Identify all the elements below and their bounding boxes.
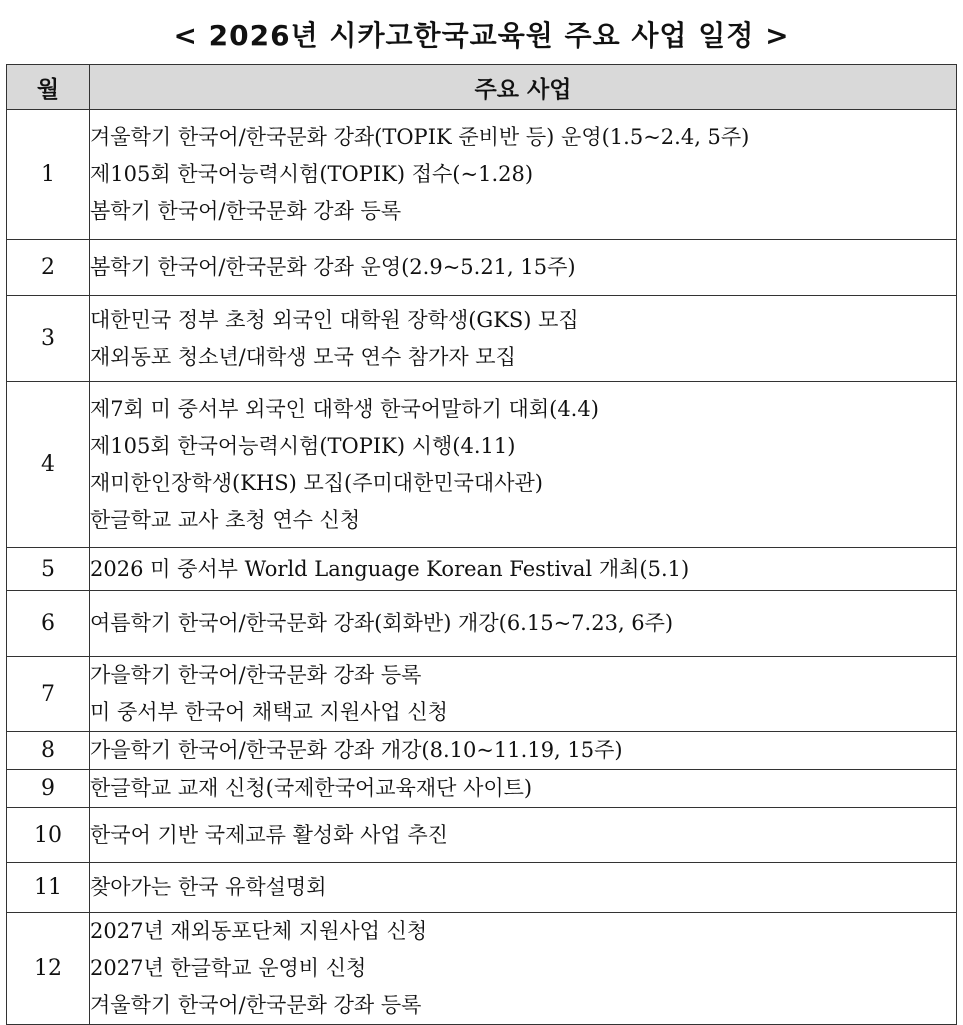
item-line: 여름학기 한국어/한국문화 강좌(회화반) 개강(6.15~7.23, 6주) [90, 611, 674, 635]
items-cell [90, 548, 957, 591]
item-line: 대한민국 정부 초청 외국인 대학원 장학생(GKS) 모집 [90, 307, 579, 332]
item-line: 겨울학기 한국어/한국문화 강좌(TOPIK 준비반 등) 운영(1.5~2.4, 5주) [90, 125, 750, 149]
table-header-row [7, 65, 957, 110]
item-line: 2026 미 중서부 World Language Korean Festival 개최(5.1) [90, 556, 690, 581]
table-row [7, 732, 957, 770]
month-cell: 1 [7, 110, 90, 240]
item-line: 2027년 한글학교 운영비 신청 [90, 956, 367, 980]
table-row [7, 913, 957, 1025]
items-cell [90, 296, 957, 382]
table-row [7, 296, 957, 382]
items-cell [90, 382, 957, 548]
page-title: < 2026년 시카고한국교육원 주요 사업 일정 > [173, 19, 790, 52]
table-row [7, 770, 957, 808]
table-row [7, 863, 957, 913]
item-line: 겨울학기 한국어/한국문화 강좌 등록 [90, 993, 422, 1017]
month-cell: 10 [7, 808, 90, 863]
items-cell [90, 808, 957, 863]
header-month: 월 [7, 65, 90, 110]
month-cell: 4 [7, 382, 90, 548]
month-cell: 7 [7, 657, 90, 732]
month-cell: 3 [7, 296, 90, 382]
table-row [7, 548, 957, 591]
table-row [7, 240, 957, 296]
item-line: 제105회 한국어능력시험(TOPIK) 접수(~1.28) [90, 162, 534, 186]
items-cell [90, 240, 957, 296]
item-line: 한국어 기반 국제교류 활성화 사업 추진 [90, 822, 448, 847]
item-line: 제7회 미 중서부 외국인 대학생 한국어말하기 대회(4.4) [90, 396, 599, 421]
table-row [7, 110, 957, 240]
items-cell [90, 591, 957, 657]
month-cell: 12 [7, 913, 90, 1025]
item-line: 2027년 재외동포단체 지원사업 신청 [90, 919, 428, 943]
item-line: 봄학기 한국어/한국문화 강좌 운영(2.9~5.21, 15주) [90, 255, 576, 279]
month-cell: 6 [7, 591, 90, 657]
month-cell: 2 [7, 240, 90, 296]
items-cell [90, 863, 957, 913]
item-line: 재미한인장학생(KHS) 모집(주미대한민국대사관) [90, 470, 543, 495]
month-cell: 11 [7, 863, 90, 913]
item-line: 제105회 한국어능력시험(TOPIK) 시행(4.11) [90, 433, 516, 458]
items-cell [90, 913, 957, 1025]
items-cell [90, 732, 957, 770]
item-line: 한글학교 교재 신청(국제한국어교육재단 사이트) [90, 776, 533, 800]
month-cell: 8 [7, 732, 90, 770]
schedule-table [6, 64, 957, 1025]
items-cell [90, 657, 957, 732]
table-row [7, 657, 957, 732]
item-line: 봄학기 한국어/한국문화 강좌 등록 [90, 199, 402, 223]
header-items: 주요 사업 [90, 65, 957, 110]
table-row [7, 382, 957, 548]
item-line: 찾아가는 한국 유학설명회 [90, 875, 327, 899]
item-line: 재외동포 청소년/대학생 모국 연수 참가자 모집 [90, 344, 516, 369]
items-cell [90, 770, 957, 808]
item-line: 가을학기 한국어/한국문화 강좌 개강(8.10~11.19, 15주) [90, 738, 623, 762]
table-row [7, 591, 957, 657]
table-row [7, 808, 957, 863]
item-line: 가을학기 한국어/한국문화 강좌 등록 [90, 663, 422, 687]
items-cell [90, 110, 957, 240]
item-line: 한글학교 교사 초청 연수 신청 [90, 507, 361, 532]
item-line: 미 중서부 한국어 채택교 지원사업 신청 [90, 700, 448, 724]
month-cell: 5 [7, 548, 90, 591]
month-cell: 9 [7, 770, 90, 808]
